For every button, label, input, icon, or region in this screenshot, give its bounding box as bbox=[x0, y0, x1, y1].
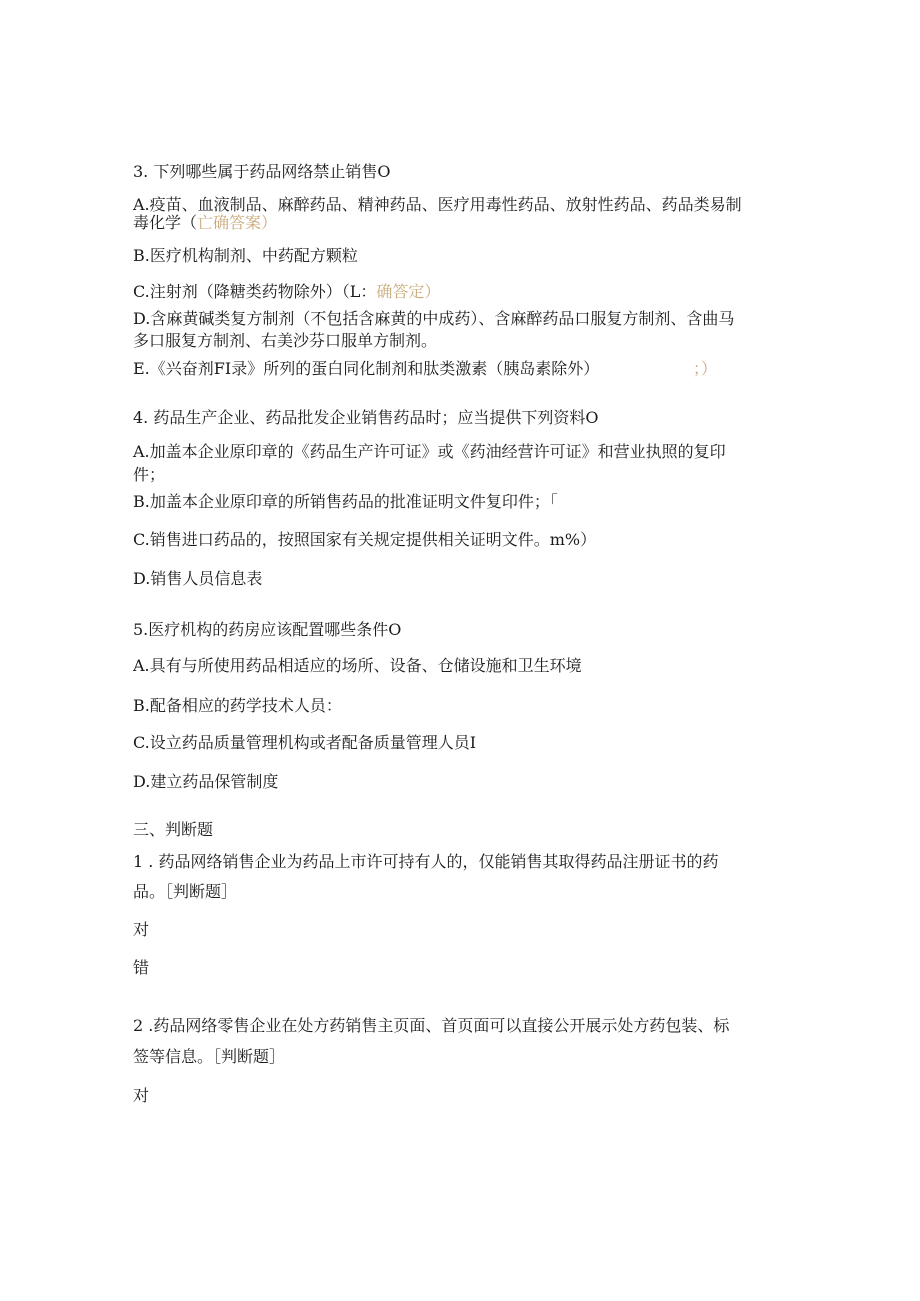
question-3-option-e: E.《兴奋剂FI录》所列的蛋白同化制剂和肽类激素（胰岛素除外） bbox=[133, 359, 600, 378]
question-4-stem: 4. 药品生产企业、药品批发企业销售药品时；应当提供下列资料O bbox=[133, 408, 599, 427]
judgment-1-stem: 1 . 药品网络销售企业为药品上市许可持有人的，仅能销售其取得药品注册证书的药 bbox=[133, 852, 719, 871]
option-text: 毒化学（ bbox=[133, 213, 198, 232]
question-3-option-d: D.含麻黄碱类复方制剂（不包括含麻黄的中成药）、含麻醉药品口服复方制剂、含曲马 bbox=[133, 309, 735, 328]
answer-mark: 确答定） bbox=[376, 282, 441, 301]
question-4-option-c: C.销售进口药品的，按照国家有关规定提供相关证明文件。m%） bbox=[133, 530, 597, 549]
section-title: 三、判断题 bbox=[133, 820, 214, 839]
question-4-option-b: B.加盖本企业原印章的所销售药品的批准证明文件复印件；「 bbox=[133, 492, 558, 511]
question-5-option-c: C.设立药品质量管理机构或者配备质量管理人员I bbox=[133, 733, 477, 752]
question-3-option-c bbox=[133, 282, 440, 302]
judgment-1-stem-cont: 品。［判断题］ bbox=[133, 882, 238, 901]
answer-mark: 亡确答案） bbox=[197, 213, 278, 232]
question-3-stem: 3. 下列哪些属于药品网络禁止销售O bbox=[133, 162, 391, 181]
question-3-option-a-cont bbox=[133, 213, 277, 233]
judgment-2-option-true[interactable]: 对 bbox=[133, 1086, 150, 1105]
answer-mark: ；） bbox=[693, 359, 718, 378]
question-5-option-b: B.配备相应的药学技术人员： bbox=[133, 696, 342, 715]
question-5-stem: 5.医疗机构的药房应该配置哪些条件O bbox=[133, 620, 402, 639]
option-text: C.注射剂（降糖类药物除外）（L： bbox=[133, 282, 377, 301]
question-3-option-d-cont: 多口服复方制剂、右美沙芬口服单方制剂。 bbox=[133, 331, 438, 350]
question-5-option-d: D.建立药品保管制度 bbox=[133, 772, 279, 791]
question-3-option-b: B.医疗机构制剂、中药配方颗粒 bbox=[133, 246, 358, 265]
judgment-1-option-true[interactable]: 对 bbox=[133, 920, 150, 939]
judgment-1-option-false[interactable]: 错 bbox=[133, 958, 150, 977]
judgment-2-stem: 2 .药品网络零售企业在处方药销售主页面、首页面可以直接公开展示处方药包装、标 bbox=[133, 1016, 730, 1035]
question-5-option-a: A.具有与所使用药品相适应的场所、设备、仓储设施和卫生环境 bbox=[133, 656, 582, 675]
question-4-option-a: A.加盖本企业原印章的《药品生产许可证》或《药油经营许可证》和营业执照的复印 bbox=[133, 442, 726, 461]
judgment-2-stem-cont: 签等信息。［判断题］ bbox=[133, 1047, 286, 1066]
question-4-option-a-cont: 件； bbox=[133, 465, 166, 484]
question-4-option-d: D.销售人员信息表 bbox=[133, 569, 263, 588]
question-3-option-a: A.疫苗、血液制品、麻醉药品、精神药品、医疗用毒性药品、放射性药品、药品类易制 bbox=[133, 195, 742, 214]
